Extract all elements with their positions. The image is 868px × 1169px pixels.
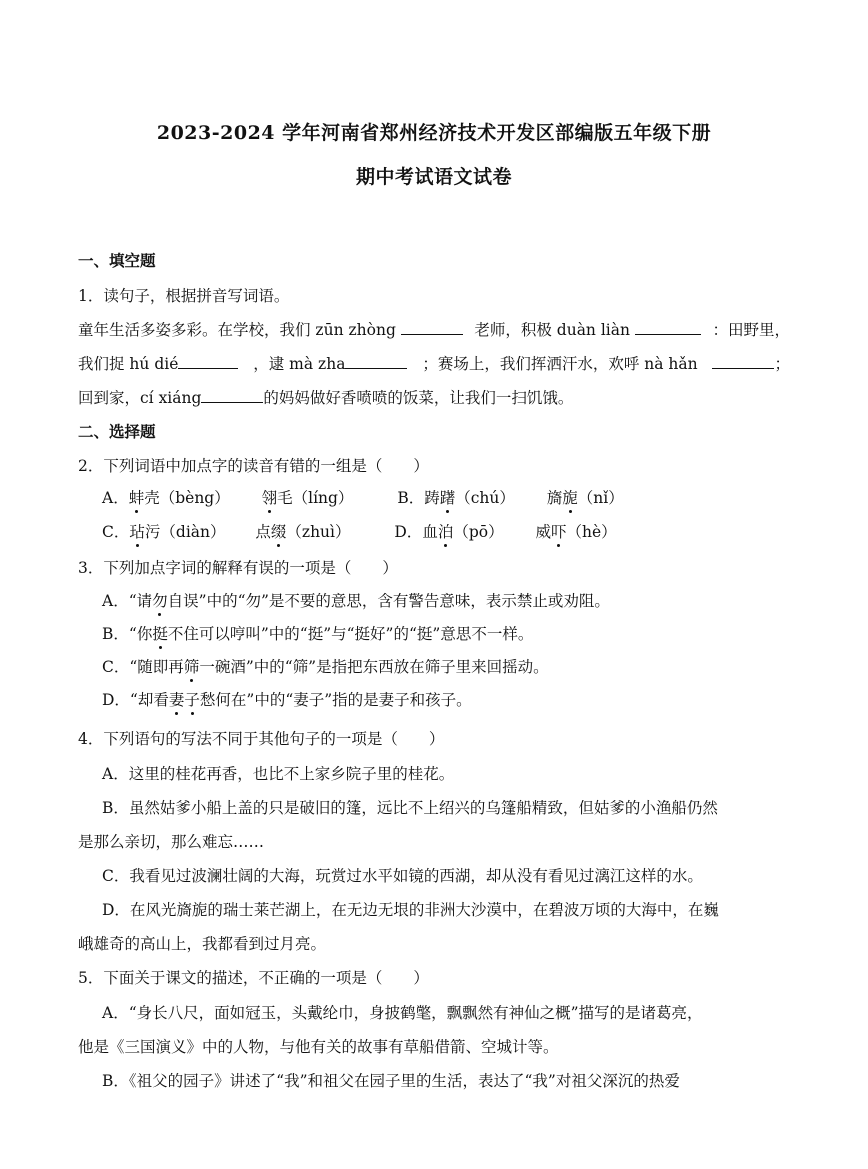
question-4-option-b-cont: 是那么亲切，那么难忘…… xyxy=(78,833,265,851)
question-4-option-d-cont: 峨雄奇的高山上，我都看到过月亮。 xyxy=(78,935,327,953)
question-1-line-1 xyxy=(78,318,790,340)
question-3-option-a xyxy=(102,589,610,611)
option-text: （nǐ） xyxy=(577,489,624,507)
question-1-line-2 xyxy=(78,352,790,374)
answer-blank[interactable] xyxy=(178,354,238,369)
exam-title-line2: 期中考试语文试卷 xyxy=(355,166,512,188)
q1-text: ；赛场上，我们挥洒汗水，欢呼 nà hǎn xyxy=(422,355,698,373)
question-1-line-3 xyxy=(78,386,573,408)
dotted-char: 子 xyxy=(184,688,200,710)
dotted-char: 缀 xyxy=(271,520,287,542)
q1-text: 我们捉 hú dié xyxy=(78,355,179,373)
q1-text: ：田野里， xyxy=(712,321,790,339)
question-5-option-a: A．“身长八尺，面如冠玉，头戴纶巾，身披鹤氅，飘飘然有神仙之概”描写的是诸葛亮， xyxy=(102,1004,703,1022)
dotted-char: 蚌 xyxy=(129,486,145,508)
option-text: 愁何在”中的“妻子”指的是妻子和孩子。 xyxy=(199,691,472,709)
answer-blank[interactable] xyxy=(201,388,263,403)
option-text: D．“却看 xyxy=(102,691,169,709)
dotted-char: 筛 xyxy=(184,655,200,677)
option-text: 血 xyxy=(422,523,438,541)
q1-text: 童年生活多姿多彩。在学校，我们 zūn zhòng xyxy=(78,321,401,339)
question-4-option-b: B．虽然姑爹小船上盖的只是破旧的篷，远比不上绍兴的乌篷船精致，但姑爹的小渔船仍然 xyxy=(102,799,718,817)
option-text: （pō） xyxy=(453,523,504,541)
option-text: 一碗酒”中的“筛”是指把东西放在筛子里来回摇动。 xyxy=(199,658,549,676)
exam-title-line1: 2023-2024 学年河南省郑州经济技术开发区部编版五年级下册 xyxy=(156,122,712,144)
dotted-char: 挺 xyxy=(152,622,168,644)
question-5-stem: 5．下面关于课文的描述，不正确的一项是（ ） xyxy=(78,969,429,987)
question-2-stem: 2．下列词语中加点字的读音有错的一组是（ ） xyxy=(78,457,429,475)
q1-text: 老师，积极 duàn liàn xyxy=(474,321,635,339)
answer-blank[interactable] xyxy=(345,354,407,369)
option-text: 点 xyxy=(255,523,271,541)
option-text: 污（diàn） xyxy=(144,523,226,541)
section-choice-heading: 二、选择题 xyxy=(78,422,156,441)
dotted-char: 吓 xyxy=(551,520,567,542)
option-text: 毛（líng） xyxy=(277,489,354,507)
section-fill-blank-heading: 一、填空题 xyxy=(78,251,156,270)
q1-text: ，逮 mà zha xyxy=(253,355,346,373)
option-text: （zhuì） xyxy=(286,523,351,541)
option-text: C．“随即再 xyxy=(102,658,184,676)
question-4-option-a: A．这里的桂花再香，也比不上家乡院子里的桂花。 xyxy=(102,765,455,783)
dotted-char: 翎 xyxy=(262,486,278,508)
option-text: B．“你 xyxy=(102,625,153,643)
question-2-options-cd xyxy=(102,520,617,542)
question-3-stem: 3．下列加点字词的解释有误的一项是（ ） xyxy=(78,559,398,577)
dotted-char: 躇 xyxy=(440,486,456,508)
question-5-option-a-cont: 他是《三国演义》中的人物，与他有关的故事有草船借箭、空城计等。 xyxy=(78,1038,559,1056)
question-3-option-b xyxy=(102,622,533,644)
answer-blank[interactable] xyxy=(712,354,774,369)
dotted-char: 玷 xyxy=(129,520,145,542)
option-text: 旖 xyxy=(546,489,563,507)
option-text: 踌 xyxy=(424,489,440,507)
question-3-option-c xyxy=(102,655,549,677)
question-1-stem: 1．读句子，根据拼音写词语。 xyxy=(78,287,290,305)
question-4-option-d: D．在风光旖旎的瑞士莱芒湖上，在无边无垠的非洲大沙漠中，在碧波万顷的大海中，在巍 xyxy=(102,901,719,919)
question-4-option-c: C．我看见过波澜壮阔的大海，玩赏过水平如镜的西湖，却从没有看见过漓江这样的水。 xyxy=(102,867,703,885)
option-text: 自误”中的“勿”是不要的意思，含有警告意味，表示禁止或劝阻。 xyxy=(167,592,610,610)
option-label: D． xyxy=(394,523,423,541)
q1-text: ； xyxy=(774,355,790,373)
question-2-options-ab xyxy=(102,486,624,508)
option-text: A．“请 xyxy=(102,592,153,610)
option-label: C． xyxy=(102,523,130,541)
answer-blank[interactable] xyxy=(635,320,701,335)
option-text: 不住可以哼叫”中的“挺”与“挺好”的“挺”意思不一样。 xyxy=(167,625,534,643)
q1-text: 的妈妈做好香喷喷的饭菜，让我们一扫饥饿。 xyxy=(263,389,574,407)
question-3-option-d xyxy=(102,688,472,710)
dotted-char: 勿 xyxy=(152,589,168,611)
question-4-stem: 4．下列语句的写法不同于其他句子的一项是（ ） xyxy=(78,730,445,748)
option-label: A． xyxy=(102,489,129,507)
q1-text: 回到家，cí xiáng xyxy=(78,389,202,407)
answer-blank[interactable] xyxy=(401,320,463,335)
dotted-char: 泊 xyxy=(438,520,454,542)
option-text: （hè） xyxy=(566,523,617,541)
option-text: 壳（bèng） xyxy=(144,489,230,507)
dotted-char: 旎 xyxy=(562,486,578,508)
question-5-option-b: B．《祖父的园子》讲述了“我”和祖父在园子里的生活，表达了“我”对祖父深沉的热爱 xyxy=(102,1072,680,1090)
option-text: （chú） xyxy=(455,489,515,507)
dotted-char: 妻 xyxy=(169,688,185,710)
option-label: B． xyxy=(397,489,425,507)
option-text: 威 xyxy=(535,523,551,541)
